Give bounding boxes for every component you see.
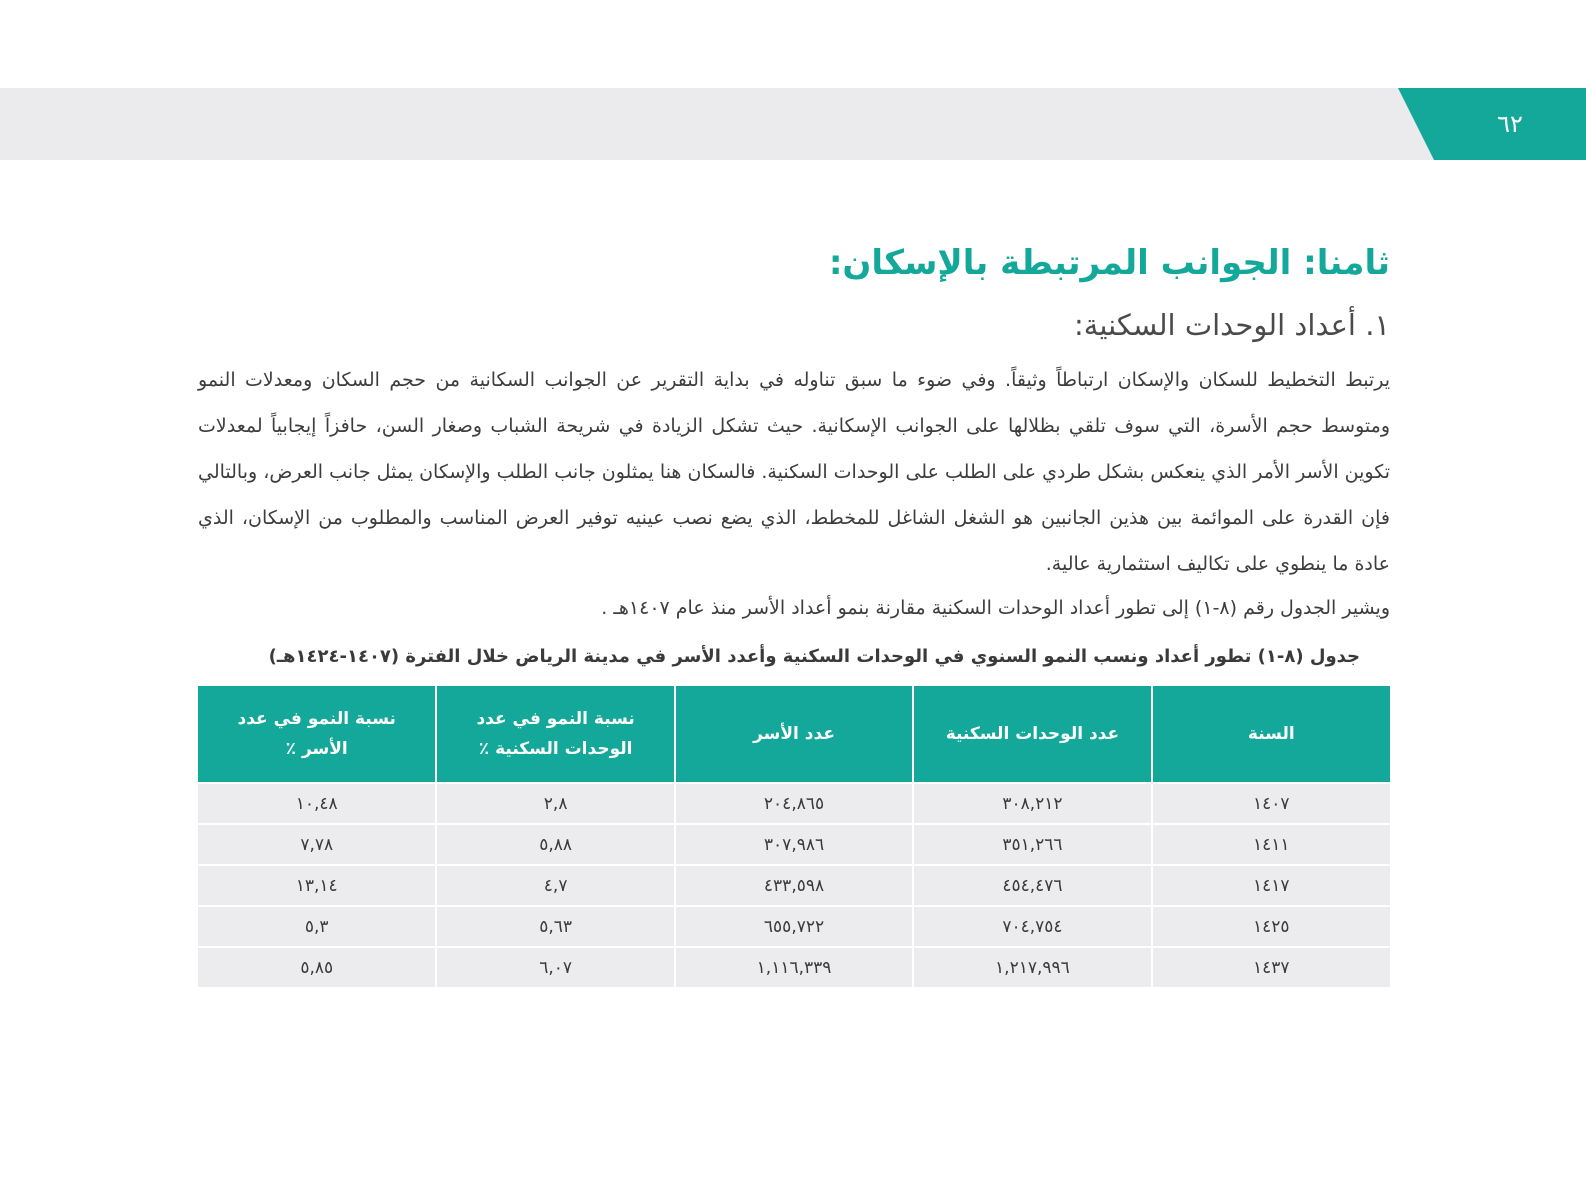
table-row xyxy=(198,947,1390,987)
table-header-row xyxy=(198,686,1390,783)
cell-households: ١,١١٦,٣٣٩ xyxy=(675,947,913,987)
header-households-growth-rate: نسبة النمو في عدد الأسر ٪ xyxy=(198,686,436,783)
cell-households: ٢٠٤,٨٦٥ xyxy=(675,783,913,824)
table-row xyxy=(198,906,1390,947)
housing-data-table xyxy=(198,686,1390,987)
cell-households-growth: ٥,٣ xyxy=(198,906,436,947)
cell-year: ١٤١٧ xyxy=(1152,865,1390,906)
subsection-title: ١. أعداد الوحدات السكنية: xyxy=(1074,308,1390,342)
cell-year: ١٤١١ xyxy=(1152,824,1390,865)
cell-units-growth: ٦,٠٧ xyxy=(436,947,674,987)
section-title: ثامنا: الجوانب المرتبطة بالإسكان: xyxy=(828,243,1390,283)
cell-households-growth: ١٠,٤٨ xyxy=(198,783,436,824)
cell-year: ١٤٣٧ xyxy=(1152,947,1390,987)
cell-housing-units: ٤٥٤,٤٧٦ xyxy=(913,865,1151,906)
cell-housing-units: ٣٠٨,٢١٢ xyxy=(913,783,1151,824)
cell-units-growth: ٥,٦٣ xyxy=(436,906,674,947)
header-year: السنة xyxy=(1152,686,1390,783)
cell-units-growth: ٥,٨٨ xyxy=(436,824,674,865)
cell-households-growth: ٥,٨٥ xyxy=(198,947,436,987)
cell-housing-units: ١,٢١٧,٩٩٦ xyxy=(913,947,1151,987)
table-row xyxy=(198,865,1390,906)
table-reference-text: ويشير الجدول رقم (٨-١) إلى تطور أعداد الوحدات السكنية مقارنة بنمو أعداد الأسر منذ عام ١٤٠٧هـ . xyxy=(601,597,1390,619)
cell-households: ٣٠٧,٩٨٦ xyxy=(675,824,913,865)
cell-households: ٤٣٣,٥٩٨ xyxy=(675,865,913,906)
table-row xyxy=(198,824,1390,865)
cell-housing-units: ٧٠٤,٧٥٤ xyxy=(913,906,1151,947)
table-row xyxy=(198,783,1390,824)
cell-units-growth: ٤,٧ xyxy=(436,865,674,906)
cell-year: ١٤٢٥ xyxy=(1152,906,1390,947)
table-caption: جدول (٨-١) تطور أعداد ونسب النمو السنوي في الوحدات السكنية وأعدد الأسر في مدينة الرياض خلال الفترة (١٤٠٧-١٤٢٤هـ) xyxy=(268,646,1360,667)
cell-households-growth: ١٣,١٤ xyxy=(198,865,436,906)
cell-households-growth: ٧,٧٨ xyxy=(198,824,436,865)
header-households: عدد الأسر xyxy=(675,686,913,783)
page-number: ٦٢ xyxy=(1497,110,1523,138)
header-housing-units: عدد الوحدات السكنية xyxy=(913,686,1151,783)
cell-households: ٦٥٥,٧٢٢ xyxy=(675,906,913,947)
header-units-growth-rate: نسبة النمو في عدد الوحدات السكنية ٪ xyxy=(436,686,674,783)
header-band xyxy=(0,88,1586,160)
cell-units-growth: ٢,٨ xyxy=(436,783,674,824)
cell-year: ١٤٠٧ xyxy=(1152,783,1390,824)
cell-housing-units: ٣٥١,٢٦٦ xyxy=(913,824,1151,865)
body-paragraph: يرتبط التخطيط للسكان والإسكان ارتباطاً وثيقاً. وفي ضوء ما سبق تناوله في بداية التقرير عن الجوانب السكانية من حجم السكان ومعدلات النمو ومتوسط حجم الأسرة، التي سوف تلقي بظلالها على الجوانب الإسكانية. حيث تشكل الزيادة في شريحة الشباب وصغار السن، حافزاً إيجابياً لمعدلات تكوين الأسر الأمر الذي ينعكس بشكل طردي على الطلب على الوحدات السكنية. فالسكان هنا يمثلون جانب الطلب والإسكان يمثل جانب العرض، وبالتالي فإن القدرة على الموائمة بين هذين الجانبين هو الشغل الشاغل للمخطط، الذي يضع نصب عينيه توفير العرض المناسب والمطلوب من الإسكان، الذي عادة ما ينطوي على تكاليف استثمارية عالية. xyxy=(198,369,1390,575)
